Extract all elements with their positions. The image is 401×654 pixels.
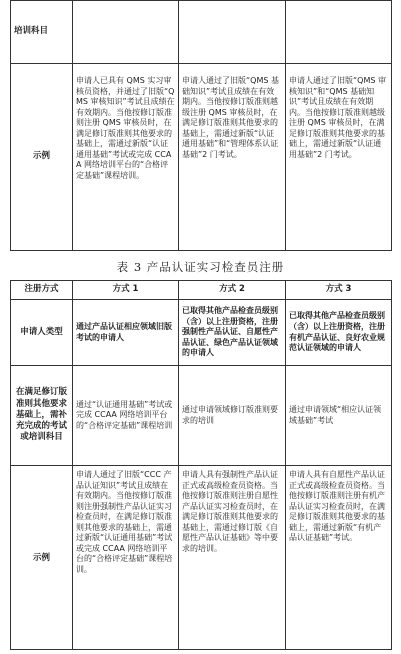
row-label-example: 示例 (11, 466, 73, 650)
table-3-caption: 表 3 产品认证实习检查员注册 (116, 260, 285, 274)
row-label-example: 示例 (11, 64, 73, 251)
table-3-row-applicant-type (11, 300, 392, 366)
table-3-header-row (11, 281, 392, 300)
table-3-row-supplement (11, 366, 392, 466)
table-cell: 申请人具有自愿性产品认证正式或高级检查员资格。当他按修订版准则注册有机产品认证实习检查员时，在满足修订版准则其他要求的基础上，需通过新版“有机产品认证基础”考试。 (286, 466, 392, 650)
table-cell: 通过“认证通用基础”考试或完成 CCAA 网络培训平台的“合格评定基础”课程培训 (73, 366, 179, 466)
row-label-training-subjects: 培训科目 (11, 1, 73, 64)
table-cell: 通过申请领域修订版准则要求的培训 (179, 366, 286, 466)
table-cell (179, 1, 286, 64)
table-2-row-example (11, 64, 392, 251)
table-cell: 申请人具有强制性产品认证正式或高级检查员资格。当他按修订版准则注册自愿性产品认证实习检查员时，在满足修订版准则其他要求的基础上，需通过修订版《自愿性产品认证基础》等中要求的培训。 (179, 466, 286, 650)
header-method-2: 方式 2 (179, 281, 286, 300)
table-cell: 通过申请领域“相应认证领域基础”考试 (286, 366, 392, 466)
header-registration-method: 注册方式 (11, 281, 73, 300)
table-cell: 申请人通过了旧版“CCC 产品认证知识”考试且成绩在有效期内。当他按修订版准则注册强制性产品认证实习检查员时，在满足修订版准则其他要求的基础上，需通过新版“认证通用基础”考试或完成 CCAA 网络培训平台的“合格评定基础”课程培训。 (73, 466, 179, 650)
table-3-row-example (11, 466, 392, 650)
table-cell: 已取得其他产品检查员级别（含）以上注册资格，注册强制性产品认证、自愿性产品认证、绿色产品认证领域的申请人 (179, 300, 286, 366)
table-2 (10, 0, 392, 251)
table-cell: 申请人通过了旧版“QMS 审核知识”和“QMS 基础知识”考试且成绩在有效期内。当他按修订版准则越级注册 QMS 审核员时，在满足修订版准则其他要求的基础上，需通过新版“认证通用基础”2 门考试。 (286, 64, 392, 251)
table-3 (10, 280, 392, 650)
table-cell: 通过产品认证相应领域旧版考试的申请人 (73, 300, 179, 366)
table-cell: 申请人已具有 QMS 实习审核员资格，并通过了旧版“QMS 审核知识”考试且成绩在有效期内。当他按修订版准则注册 QMS 审核员时，在满足修订版准则其他要求的基础上，需通过新版“认证通用基础”考试或完成 CCAA 网络培训平台的“合格评定基础”课程培训。 (73, 64, 179, 251)
table-2-row-training-subjects (11, 1, 392, 64)
row-label-supplement: 在满足修订版准则其他要求基础上，需补充完成的考试或培训科目 (11, 366, 73, 466)
table-cell (73, 1, 179, 64)
table-cell: 申请人通过了旧版“QMS 基础知识”考试且成绩在有效期内。当他按修订版准则越级注册 QMS 审核员时，在满足修订版准则其他要求的基础上，需通过新版“认证通用基础”和“管理体系认证基础”2 门考试。 (179, 64, 286, 251)
header-method-3: 方式 3 (286, 281, 392, 300)
row-label-applicant-type: 申请人类型 (11, 300, 73, 366)
table-cell: 已取得其他产品检查员级别（含）以上注册资格，注册有机产品认证、良好农业规范认证领域的申请人 (286, 300, 392, 366)
header-method-1: 方式 1 (73, 281, 179, 300)
table-cell (286, 1, 392, 64)
